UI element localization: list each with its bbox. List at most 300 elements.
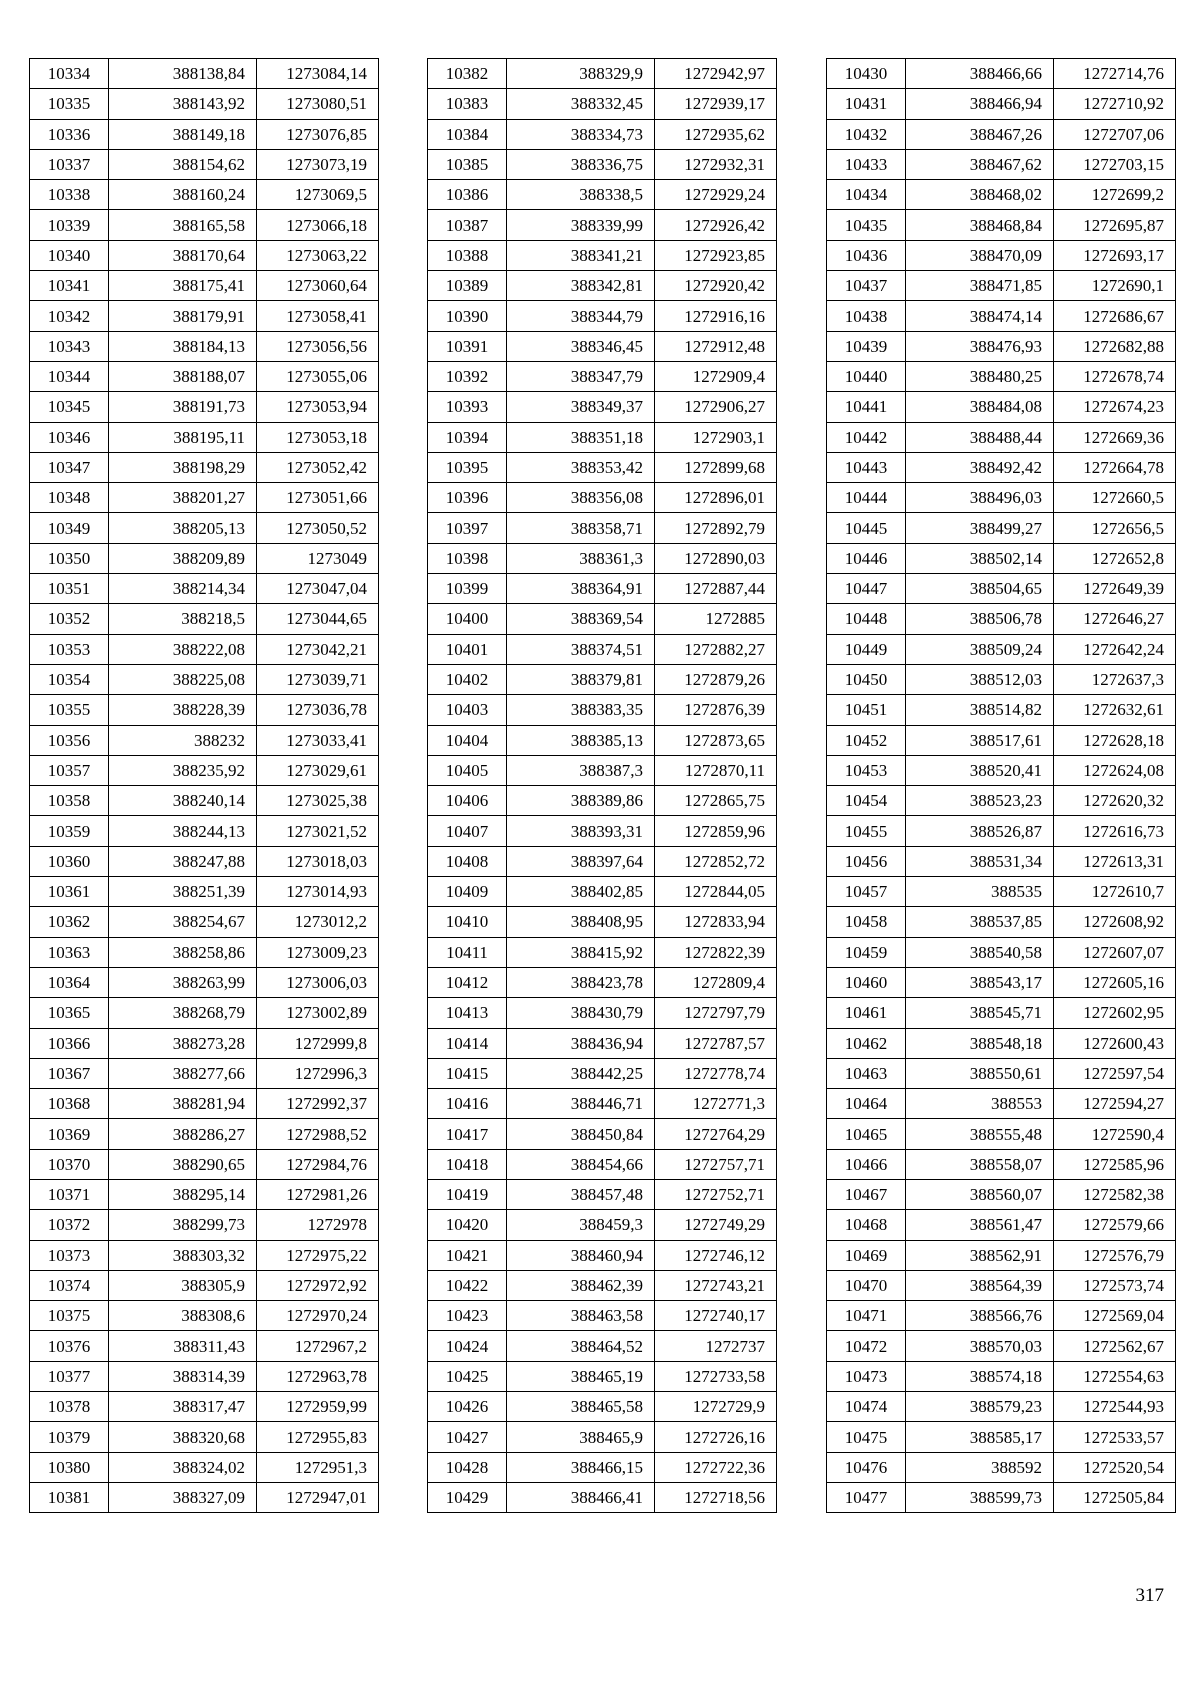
point-number-cell: 10353: [30, 634, 109, 664]
point-number-cell: 10373: [30, 1240, 109, 1270]
y-coordinate-cell: 1272642,24: [1054, 634, 1176, 664]
table-row: [30, 240, 379, 270]
x-coordinate-cell: 388509,24: [906, 634, 1054, 664]
point-number-cell: 10426: [428, 1392, 507, 1422]
point-number-cell: 10363: [30, 937, 109, 967]
y-coordinate-cell: 1272554,63: [1054, 1361, 1176, 1391]
point-number-cell: 10460: [827, 967, 906, 997]
table-row: [30, 180, 379, 210]
y-coordinate-cell: 1273044,65: [257, 604, 379, 634]
point-number-cell: 10418: [428, 1149, 507, 1179]
point-number-cell: 10381: [30, 1482, 109, 1512]
point-number-cell: 10399: [428, 574, 507, 604]
x-coordinate-cell: 388188,07: [109, 361, 257, 391]
y-coordinate-cell: 1273039,71: [257, 664, 379, 694]
y-coordinate-cell: 1272579,66: [1054, 1210, 1176, 1240]
point-number-cell: 10462: [827, 1028, 906, 1058]
x-coordinate-cell: 388543,17: [906, 967, 1054, 997]
x-coordinate-cell: 388520,41: [906, 755, 1054, 785]
table-row: [428, 816, 777, 846]
point-number-cell: 10374: [30, 1270, 109, 1300]
x-coordinate-cell: 388317,47: [109, 1392, 257, 1422]
table-row: [30, 877, 379, 907]
table-row: [827, 1210, 1176, 1240]
x-coordinate-cell: 388361,3: [507, 543, 655, 573]
x-coordinate-cell: 388358,71: [507, 513, 655, 543]
y-coordinate-cell: 1272690,1: [1054, 271, 1176, 301]
x-coordinate-cell: 388480,25: [906, 361, 1054, 391]
table-row: [30, 604, 379, 634]
y-coordinate-cell: 1272710,92: [1054, 89, 1176, 119]
table-row: [827, 1270, 1176, 1300]
point-number-cell: 10475: [827, 1422, 906, 1452]
x-coordinate-cell: 388329,9: [507, 59, 655, 89]
x-coordinate-cell: 388460,94: [507, 1240, 655, 1270]
point-number-cell: 10438: [827, 301, 906, 331]
point-number-cell: 10416: [428, 1089, 507, 1119]
point-number-cell: 10402: [428, 664, 507, 694]
y-coordinate-cell: 1272703,15: [1054, 149, 1176, 179]
y-coordinate-cell: 1272887,44: [655, 574, 777, 604]
y-coordinate-cell: 1273002,89: [257, 998, 379, 1028]
x-coordinate-cell: 388555,48: [906, 1119, 1054, 1149]
x-coordinate-cell: 388299,73: [109, 1210, 257, 1240]
y-coordinate-cell: 1272967,2: [257, 1331, 379, 1361]
y-coordinate-cell: 1272652,8: [1054, 543, 1176, 573]
y-coordinate-cell: 1273042,21: [257, 634, 379, 664]
point-number-cell: 10408: [428, 846, 507, 876]
x-coordinate-cell: 388353,42: [507, 452, 655, 482]
table-row: [30, 907, 379, 937]
table-row: [30, 452, 379, 482]
table-row: [428, 180, 777, 210]
y-coordinate-cell: 1272942,97: [655, 59, 777, 89]
x-coordinate-cell: 388562,91: [906, 1240, 1054, 1270]
point-number-cell: 10465: [827, 1119, 906, 1149]
x-coordinate-cell: 388466,94: [906, 89, 1054, 119]
x-coordinate-cell: 388308,6: [109, 1301, 257, 1331]
y-coordinate-cell: 1272870,11: [655, 755, 777, 785]
point-number-cell: 10425: [428, 1361, 507, 1391]
coordinate-table-1: [29, 58, 379, 1513]
x-coordinate-cell: 388290,65: [109, 1149, 257, 1179]
x-coordinate-cell: 388570,03: [906, 1331, 1054, 1361]
x-coordinate-cell: 388244,13: [109, 816, 257, 846]
coordinate-table-2: [427, 58, 777, 1513]
x-coordinate-cell: 388553: [906, 1089, 1054, 1119]
table-row: [30, 149, 379, 179]
y-coordinate-cell: 1272695,87: [1054, 210, 1176, 240]
table-row: [428, 574, 777, 604]
x-coordinate-cell: 388351,18: [507, 422, 655, 452]
y-coordinate-cell: 1272975,22: [257, 1240, 379, 1270]
x-coordinate-cell: 388397,64: [507, 846, 655, 876]
y-coordinate-cell: 1272660,5: [1054, 483, 1176, 513]
table-row: [30, 816, 379, 846]
point-number-cell: 10346: [30, 422, 109, 452]
table-row: [428, 907, 777, 937]
point-number-cell: 10335: [30, 89, 109, 119]
point-number-cell: 10349: [30, 513, 109, 543]
y-coordinate-cell: 1273069,5: [257, 180, 379, 210]
table-row: [428, 1331, 777, 1361]
table-row: [827, 513, 1176, 543]
x-coordinate-cell: 388143,92: [109, 89, 257, 119]
table-row: [827, 1361, 1176, 1391]
table-row: [827, 210, 1176, 240]
y-coordinate-cell: 1272582,38: [1054, 1179, 1176, 1209]
y-coordinate-cell: 1272605,16: [1054, 967, 1176, 997]
point-number-cell: 10368: [30, 1089, 109, 1119]
table-row: [30, 1179, 379, 1209]
x-coordinate-cell: 388464,52: [507, 1331, 655, 1361]
table-row: [827, 483, 1176, 513]
point-number-cell: 10429: [428, 1482, 507, 1512]
y-coordinate-cell: 1272678,74: [1054, 361, 1176, 391]
table-row: [827, 634, 1176, 664]
y-coordinate-cell: 1272859,96: [655, 816, 777, 846]
point-number-cell: 10396: [428, 483, 507, 513]
x-coordinate-cell: 388228,39: [109, 695, 257, 725]
table-row: [827, 1058, 1176, 1088]
y-coordinate-cell: 1272833,94: [655, 907, 777, 937]
y-coordinate-cell: 1272892,79: [655, 513, 777, 543]
table-row: [428, 1240, 777, 1270]
y-coordinate-cell: 1272707,06: [1054, 119, 1176, 149]
point-number-cell: 10347: [30, 452, 109, 482]
point-number-cell: 10411: [428, 937, 507, 967]
x-coordinate-cell: 388349,37: [507, 392, 655, 422]
table-row: [827, 1452, 1176, 1482]
x-coordinate-cell: 388526,87: [906, 816, 1054, 846]
x-coordinate-cell: 388338,5: [507, 180, 655, 210]
x-coordinate-cell: 388558,07: [906, 1149, 1054, 1179]
table-row: [827, 907, 1176, 937]
x-coordinate-cell: 388446,71: [507, 1089, 655, 1119]
table-row: [428, 937, 777, 967]
table-row: [30, 725, 379, 755]
x-coordinate-cell: 388218,5: [109, 604, 257, 634]
table-row: [827, 1119, 1176, 1149]
y-coordinate-cell: 1272885: [655, 604, 777, 634]
x-coordinate-cell: 388450,84: [507, 1119, 655, 1149]
table-row: [30, 1482, 379, 1512]
point-number-cell: 10382: [428, 59, 507, 89]
y-coordinate-cell: 1272890,03: [655, 543, 777, 573]
x-coordinate-cell: 388385,13: [507, 725, 655, 755]
table-row: [428, 1119, 777, 1149]
table-row: [827, 271, 1176, 301]
y-coordinate-cell: 1273066,18: [257, 210, 379, 240]
point-number-cell: 10434: [827, 180, 906, 210]
point-number-cell: 10376: [30, 1331, 109, 1361]
x-coordinate-cell: 388247,88: [109, 846, 257, 876]
y-coordinate-cell: 1272978: [257, 1210, 379, 1240]
y-coordinate-cell: 1272909,4: [655, 361, 777, 391]
y-coordinate-cell: 1272594,27: [1054, 1089, 1176, 1119]
y-coordinate-cell: 1273012,2: [257, 907, 379, 937]
y-coordinate-cell: 1272882,27: [655, 634, 777, 664]
page-number: 317: [1135, 1585, 1164, 1606]
table-row: [428, 1392, 777, 1422]
y-coordinate-cell: 1272903,1: [655, 422, 777, 452]
table-row: [30, 392, 379, 422]
point-number-cell: 10389: [428, 271, 507, 301]
x-coordinate-cell: 388506,78: [906, 604, 1054, 634]
point-number-cell: 10474: [827, 1392, 906, 1422]
y-coordinate-cell: 1273006,03: [257, 967, 379, 997]
table-row: [30, 755, 379, 785]
y-coordinate-cell: 1272607,07: [1054, 937, 1176, 967]
x-coordinate-cell: 388314,39: [109, 1361, 257, 1391]
point-number-cell: 10446: [827, 543, 906, 573]
y-coordinate-cell: 1273084,14: [257, 59, 379, 89]
y-coordinate-cell: 1272912,48: [655, 331, 777, 361]
x-coordinate-cell: 388466,41: [507, 1482, 655, 1512]
y-coordinate-cell: 1272879,26: [655, 664, 777, 694]
point-number-cell: 10445: [827, 513, 906, 543]
point-number-cell: 10452: [827, 725, 906, 755]
table-row: [827, 1028, 1176, 1058]
x-coordinate-cell: 388209,89: [109, 543, 257, 573]
table-row: [827, 1482, 1176, 1512]
point-number-cell: 10401: [428, 634, 507, 664]
table-row: [827, 180, 1176, 210]
y-coordinate-cell: 1272916,16: [655, 301, 777, 331]
y-coordinate-cell: 1272544,93: [1054, 1392, 1176, 1422]
table-row: [827, 89, 1176, 119]
x-coordinate-cell: 388535: [906, 877, 1054, 907]
point-number-cell: 10393: [428, 392, 507, 422]
point-number-cell: 10406: [428, 786, 507, 816]
point-number-cell: 10359: [30, 816, 109, 846]
x-coordinate-cell: 388339,99: [507, 210, 655, 240]
point-number-cell: 10370: [30, 1149, 109, 1179]
y-coordinate-cell: 1273036,78: [257, 695, 379, 725]
x-coordinate-cell: 388415,92: [507, 937, 655, 967]
y-coordinate-cell: 1272628,18: [1054, 725, 1176, 755]
x-coordinate-cell: 388436,94: [507, 1028, 655, 1058]
table-row: [428, 1482, 777, 1512]
y-coordinate-cell: 1272649,39: [1054, 574, 1176, 604]
table-row: [428, 1210, 777, 1240]
table-row: [827, 967, 1176, 997]
table-row: [30, 483, 379, 513]
point-number-cell: 10453: [827, 755, 906, 785]
x-coordinate-cell: 388466,66: [906, 59, 1054, 89]
x-coordinate-cell: 388232: [109, 725, 257, 755]
x-coordinate-cell: 388347,79: [507, 361, 655, 391]
y-coordinate-cell: 1272787,57: [655, 1028, 777, 1058]
x-coordinate-cell: 388550,61: [906, 1058, 1054, 1088]
table-row: [428, 1149, 777, 1179]
y-coordinate-cell: 1272757,71: [655, 1149, 777, 1179]
point-number-cell: 10342: [30, 301, 109, 331]
table-row: [827, 119, 1176, 149]
point-number-cell: 10364: [30, 967, 109, 997]
point-number-cell: 10435: [827, 210, 906, 240]
x-coordinate-cell: 388545,71: [906, 998, 1054, 1028]
point-number-cell: 10392: [428, 361, 507, 391]
y-coordinate-cell: 1273014,93: [257, 877, 379, 907]
x-coordinate-cell: 388240,14: [109, 786, 257, 816]
point-number-cell: 10461: [827, 998, 906, 1028]
x-coordinate-cell: 388379,81: [507, 664, 655, 694]
y-coordinate-cell: 1272597,54: [1054, 1058, 1176, 1088]
table-row: [30, 1240, 379, 1270]
point-number-cell: 10379: [30, 1422, 109, 1452]
table-row: [428, 695, 777, 725]
table-row: [30, 1089, 379, 1119]
point-number-cell: 10391: [428, 331, 507, 361]
point-number-cell: 10366: [30, 1028, 109, 1058]
table-row: [827, 877, 1176, 907]
y-coordinate-cell: 1273047,04: [257, 574, 379, 604]
table-row: [827, 59, 1176, 89]
table-row: [827, 1089, 1176, 1119]
y-coordinate-cell: 1272585,96: [1054, 1149, 1176, 1179]
x-coordinate-cell: 388383,35: [507, 695, 655, 725]
y-coordinate-cell: 1272613,31: [1054, 846, 1176, 876]
y-coordinate-cell: 1272809,4: [655, 967, 777, 997]
point-number-cell: 10387: [428, 210, 507, 240]
point-number-cell: 10354: [30, 664, 109, 694]
table-row: [30, 1119, 379, 1149]
table-row: [428, 119, 777, 149]
table-row: [827, 695, 1176, 725]
point-number-cell: 10428: [428, 1452, 507, 1482]
point-number-cell: 10457: [827, 877, 906, 907]
x-coordinate-cell: 388470,09: [906, 240, 1054, 270]
y-coordinate-cell: 1272778,74: [655, 1058, 777, 1088]
table-row: [428, 725, 777, 755]
x-coordinate-cell: 388201,27: [109, 483, 257, 513]
point-number-cell: 10443: [827, 452, 906, 482]
point-number-cell: 10351: [30, 574, 109, 604]
table-row: [428, 1028, 777, 1058]
point-number-cell: 10473: [827, 1361, 906, 1391]
x-coordinate-cell: 388488,44: [906, 422, 1054, 452]
point-number-cell: 10423: [428, 1301, 507, 1331]
table-row: [30, 422, 379, 452]
y-coordinate-cell: 1272674,23: [1054, 392, 1176, 422]
y-coordinate-cell: 1272699,2: [1054, 180, 1176, 210]
table-row: [30, 271, 379, 301]
y-coordinate-cell: 1272999,8: [257, 1028, 379, 1058]
x-coordinate-cell: 388235,92: [109, 755, 257, 785]
y-coordinate-cell: 1272752,71: [655, 1179, 777, 1209]
point-number-cell: 10469: [827, 1240, 906, 1270]
x-coordinate-cell: 388225,08: [109, 664, 257, 694]
y-coordinate-cell: 1272590,4: [1054, 1119, 1176, 1149]
table-row: [428, 664, 777, 694]
x-coordinate-cell: 388599,73: [906, 1482, 1054, 1512]
point-number-cell: 10455: [827, 816, 906, 846]
point-number-cell: 10356: [30, 725, 109, 755]
table-row: [428, 543, 777, 573]
y-coordinate-cell: 1272926,42: [655, 210, 777, 240]
point-number-cell: 10464: [827, 1089, 906, 1119]
x-coordinate-cell: 388430,79: [507, 998, 655, 1028]
table-row: [428, 786, 777, 816]
x-coordinate-cell: 388566,76: [906, 1301, 1054, 1331]
point-number-cell: 10459: [827, 937, 906, 967]
table-row: [30, 634, 379, 664]
point-number-cell: 10450: [827, 664, 906, 694]
y-coordinate-cell: 1272963,78: [257, 1361, 379, 1391]
x-coordinate-cell: 388484,08: [906, 392, 1054, 422]
table-row: [827, 149, 1176, 179]
point-number-cell: 10439: [827, 331, 906, 361]
x-coordinate-cell: 388374,51: [507, 634, 655, 664]
y-coordinate-cell: 1272865,75: [655, 786, 777, 816]
point-number-cell: 10472: [827, 1331, 906, 1361]
x-coordinate-cell: 388305,9: [109, 1270, 257, 1300]
table-row: [30, 1058, 379, 1088]
y-coordinate-cell: 1272686,67: [1054, 301, 1176, 331]
y-coordinate-cell: 1272771,3: [655, 1089, 777, 1119]
table-row: [30, 361, 379, 391]
x-coordinate-cell: 388463,58: [507, 1301, 655, 1331]
table-row: [30, 1028, 379, 1058]
x-coordinate-cell: 388442,25: [507, 1058, 655, 1088]
y-coordinate-cell: 1272873,65: [655, 725, 777, 755]
y-coordinate-cell: 1273055,06: [257, 361, 379, 391]
x-coordinate-cell: 388465,19: [507, 1361, 655, 1391]
table-row: [428, 1422, 777, 1452]
x-coordinate-cell: 388356,08: [507, 483, 655, 513]
x-coordinate-cell: 388205,13: [109, 513, 257, 543]
table-row: [428, 331, 777, 361]
x-coordinate-cell: 388408,95: [507, 907, 655, 937]
table-row: [428, 877, 777, 907]
point-number-cell: 10394: [428, 422, 507, 452]
table-row: [30, 1210, 379, 1240]
table-row: [827, 725, 1176, 755]
x-coordinate-cell: 388336,75: [507, 149, 655, 179]
x-coordinate-cell: 388389,86: [507, 786, 655, 816]
y-coordinate-cell: 1272970,24: [257, 1301, 379, 1331]
y-coordinate-cell: 1272576,79: [1054, 1240, 1176, 1270]
y-coordinate-cell: 1272637,3: [1054, 664, 1176, 694]
x-coordinate-cell: 388369,54: [507, 604, 655, 634]
y-coordinate-cell: 1272729,9: [655, 1392, 777, 1422]
y-coordinate-cell: 1272722,36: [655, 1452, 777, 1482]
x-coordinate-cell: 388268,79: [109, 998, 257, 1028]
x-coordinate-cell: 388468,02: [906, 180, 1054, 210]
point-number-cell: 10377: [30, 1361, 109, 1391]
table-row: [428, 1058, 777, 1088]
table-row: [827, 998, 1176, 1028]
point-number-cell: 10413: [428, 998, 507, 1028]
x-coordinate-cell: 388198,29: [109, 452, 257, 482]
table-row: [428, 361, 777, 391]
y-coordinate-cell: 1272669,36: [1054, 422, 1176, 452]
point-number-cell: 10405: [428, 755, 507, 785]
table-row: [428, 1452, 777, 1482]
point-number-cell: 10388: [428, 240, 507, 270]
table-row: [428, 240, 777, 270]
y-coordinate-cell: 1272718,56: [655, 1482, 777, 1512]
point-number-cell: 10471: [827, 1301, 906, 1331]
point-number-cell: 10372: [30, 1210, 109, 1240]
point-number-cell: 10361: [30, 877, 109, 907]
point-number-cell: 10398: [428, 543, 507, 573]
table-row: [428, 483, 777, 513]
x-coordinate-cell: 388222,08: [109, 634, 257, 664]
table-row: [30, 1331, 379, 1361]
x-coordinate-cell: 388295,14: [109, 1179, 257, 1209]
